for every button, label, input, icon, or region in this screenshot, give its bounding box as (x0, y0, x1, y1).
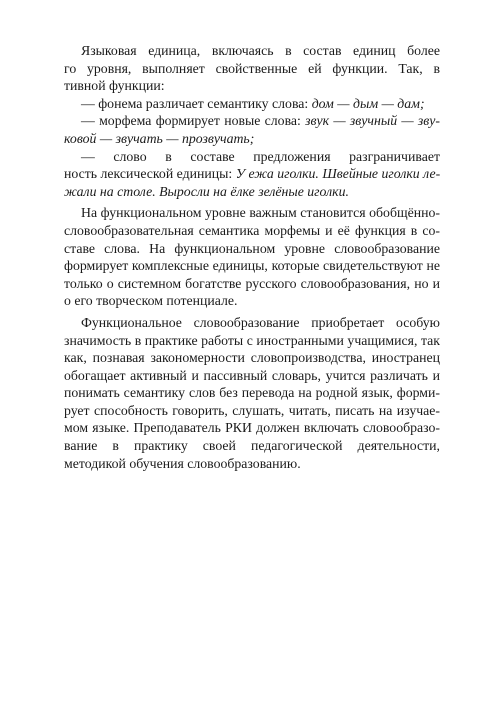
example-fragment: У ежа иголки. Швейные иголки ле- (235, 166, 441, 182)
text-line: понимать семантику слов без перевода на родной язык, форми- (64, 385, 440, 401)
example-fragment: звук — звучный — зву- (305, 113, 440, 129)
text-line: мом языке. Преподаватель РКИ должен включать словообразо- (64, 420, 440, 436)
text-line: словообразовательная семантика морфемы и её функция в со- (64, 222, 440, 238)
list-item (64, 112, 440, 130)
text-line: методикой обучения словообразованию. (64, 455, 301, 471)
text-line: формирует комплексные единицы, которые свидетельствуют не (64, 258, 440, 274)
text-line: тивной функции: (64, 78, 165, 94)
text-line (64, 165, 440, 183)
example-fragment: дом — дым — дам; (311, 95, 425, 111)
text-fragment: — морфема формирует новые слова: (81, 113, 306, 129)
text-line: Функциональное словообразование приобретает особую (81, 314, 440, 330)
text-line: На функциональном уровне важным становится обобщённо- (81, 205, 440, 221)
text-line: рует способность говорить, слушать, читать, писать на изучае- (64, 402, 440, 418)
text-line: только о системном богатстве русского словообразования, но и (64, 275, 440, 291)
text-line: ставе слова. На функциональном уровне словообразование (64, 240, 440, 256)
text-line: как, познавая закономерности словопроизводства, иностранец (64, 350, 440, 366)
list-item: — слово в составе предложения разграничивает (81, 148, 440, 164)
text-line: го уровня, выполняет свойственные ей функции. Так, в (64, 60, 440, 76)
text-fragment: ность лексической единицы: (64, 166, 236, 182)
example-fragment: жали на столе. Выросли на ёлке зелёные иголки. (64, 183, 349, 199)
text-line: вание в практику своей педагогической деятельности, (64, 438, 440, 454)
body-text (64, 42, 440, 472)
text-line: обогащает активный и пассивный словарь, учится различать и (64, 367, 440, 383)
list-item (64, 95, 440, 113)
text-line: о его творческом потенциале. (64, 293, 238, 309)
text-line: значимость в практике работы с иностранными учащимися, так (64, 332, 440, 348)
text-line: Языковая единица, включаясь в состав единиц более (81, 43, 440, 58)
example-fragment: ковой — звучать — прозвучать; (64, 130, 255, 146)
text-fragment: — фонема различает семантику слова: (81, 95, 312, 111)
